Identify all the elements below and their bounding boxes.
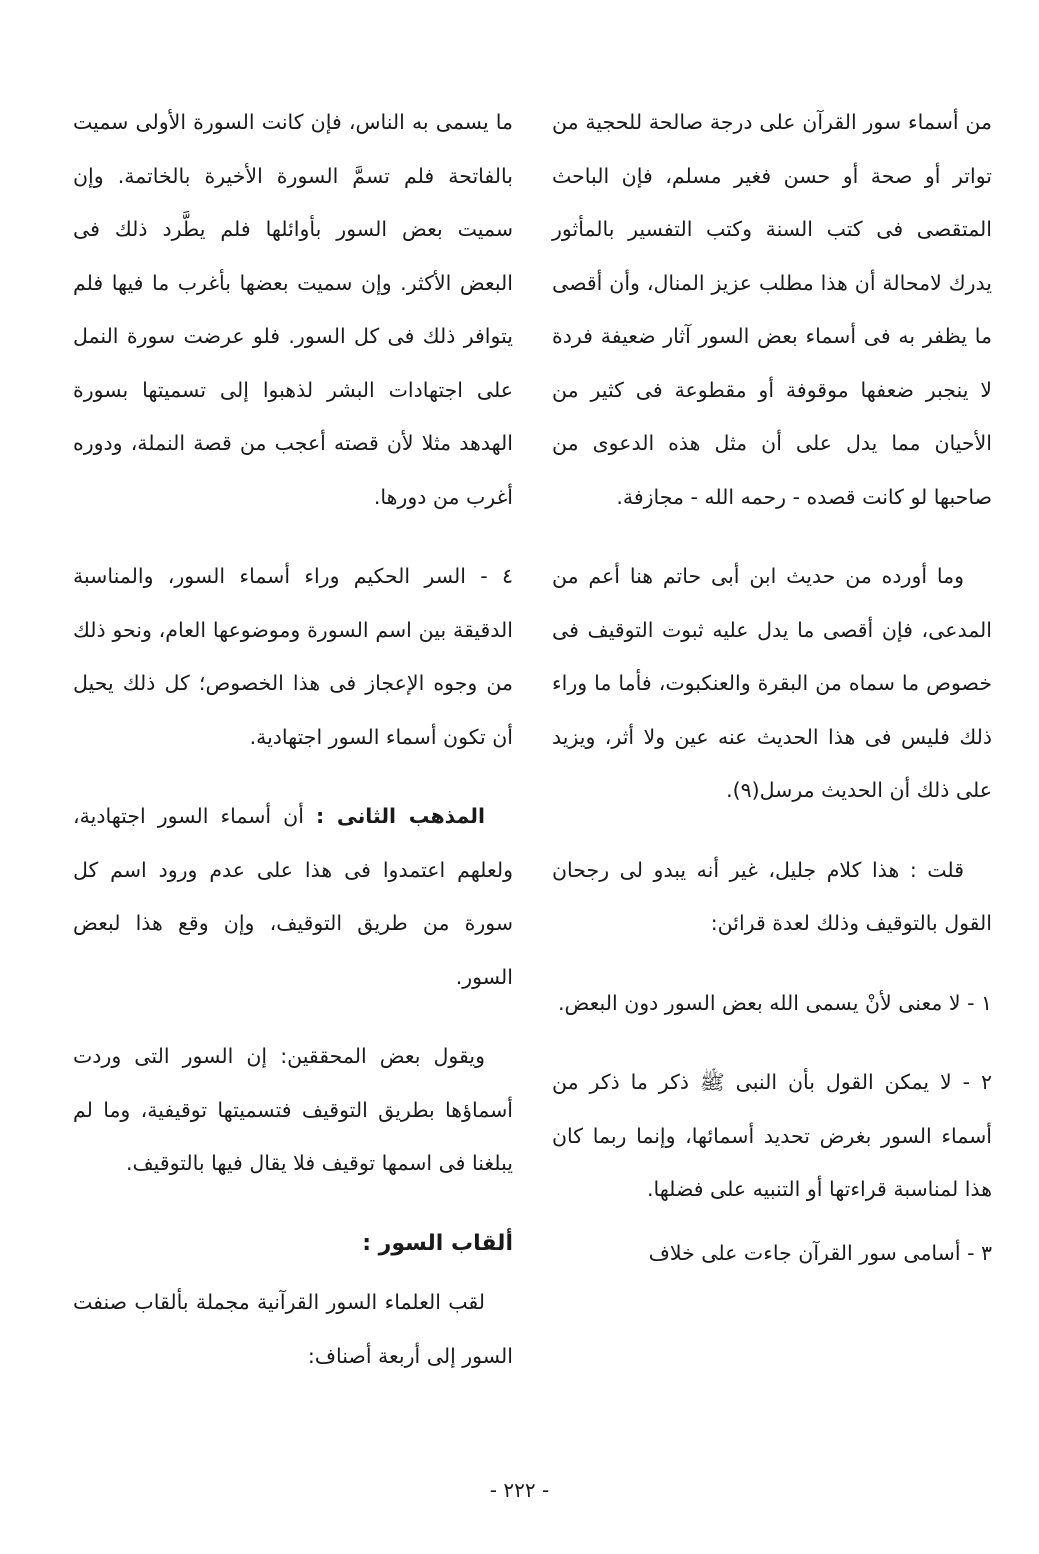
page-number: - ٢٢٢ - bbox=[489, 1478, 550, 1502]
paragraph: لقب العلماء السور القرآنية مجملة بألقاب صنفت السور إلى أربعة أصناف: bbox=[73, 1290, 513, 1368]
paragraph bbox=[73, 790, 513, 1004]
paragraph: ما يسمى به الناس، فإن كانت السورة الأولى سميت بالفاتحة فلم تسمَّ السورة الأخيرة بالخاتمة. وإن سميت بعض السور بأوائلها فلم يطَّرد ذلك فى البعض الأكثر. وإن سميت بعضها بأغرب ما فيها فلم يتوافر ذلك فى كل السور. فلو عرضت سورة النمل على اجتهادات البشر لذهبوا إلى تسميتها بسورة الهدهد مثلا لأن قصته أعجب من قصة النملة، ودوره أغرب من دورها. bbox=[73, 110, 513, 509]
list-item: ٤ - السر الحكيم وراء أسماء السور، والمناسبة الدقيقة بين اسم السورة وموضوعها العام، ونحو ذلك من وجوه الإعجاز فى هذا الخصوص؛ كل ذلك يحيل أن تكون أسماء السور اجتهادية. bbox=[73, 564, 513, 749]
section-text: أن أسماء السور اجتهادية، ولعلهم اعتمدوا فى هذا على عدم ورود اسم كل سورة من طريق التوقيف، وإن وقع هذا لبعض السور. bbox=[73, 804, 513, 989]
list-item: ١ - لا معنى لأنْ يسمى الله بعض السور دون البعض. bbox=[558, 990, 992, 1015]
list-item: ٣ - أسامى سور القرآن جاءت على خلاف bbox=[648, 1240, 992, 1265]
paragraph: من أسماء سور القرآن على درجة صالحة للحجية من تواتر أو صحة أو حسن فغير مسلم، فإن الباحث المتقصى فى كتب السنة وكتب التفسير بالمأثور يدرك لامحالة أن هذا مطلب عزيز المنال، وأن أقصى ما يظفر به فى أسماء بعض السور آثار ضعيفة فردة لا ينجبر ضعفها موقوفة أو مقطوعة فى كثير من الأحيان مما يدل على أن مثل هذه الدعوى من صاحبها لو كانت قصده - رحمه الله - مجازفة. bbox=[552, 110, 992, 509]
right-column bbox=[552, 96, 992, 1306]
paragraph: ويقول بعض المحققين: إن السور التى وردت أسماؤها بطريق التوقيف فتسميتها توقيفية، وما لم يبلغنا فى اسمها توقيف فلا يقال فيها بالتوقيف. bbox=[73, 1044, 513, 1175]
left-column bbox=[73, 96, 513, 1409]
section-label: المذهب الثانى : bbox=[315, 804, 485, 828]
section-heading: ألقاب السور : bbox=[362, 1230, 513, 1256]
list-item: ٢ - لا يمكن القول بأن النبى ﷺ ذكر ما ذكر من أسماء السور بغرض تحديد أسمائها، وإنما ربما كان هذا لمناسبة قراءتها أو التنبيه على فضلها. bbox=[552, 1070, 992, 1201]
paragraph: وما أورده من حديث ابن أبى حاتم هنا أعم من المدعى، فإن أقصى ما يدل عليه ثبوت التوقيف فى خصوص ما سماه من البقرة والعنكبوت، فأما ما وراء ذلك فليس فى هذا الحديث عنه عين ولا أثر، ويزيد على ذلك أن الحديث مرسل(٩). bbox=[552, 564, 992, 802]
paragraph: قلت : هذا كلام جليل، غير أنه يبدو لى رجحان القول بالتوقيف وذلك لعدة قرائن: bbox=[552, 857, 992, 935]
